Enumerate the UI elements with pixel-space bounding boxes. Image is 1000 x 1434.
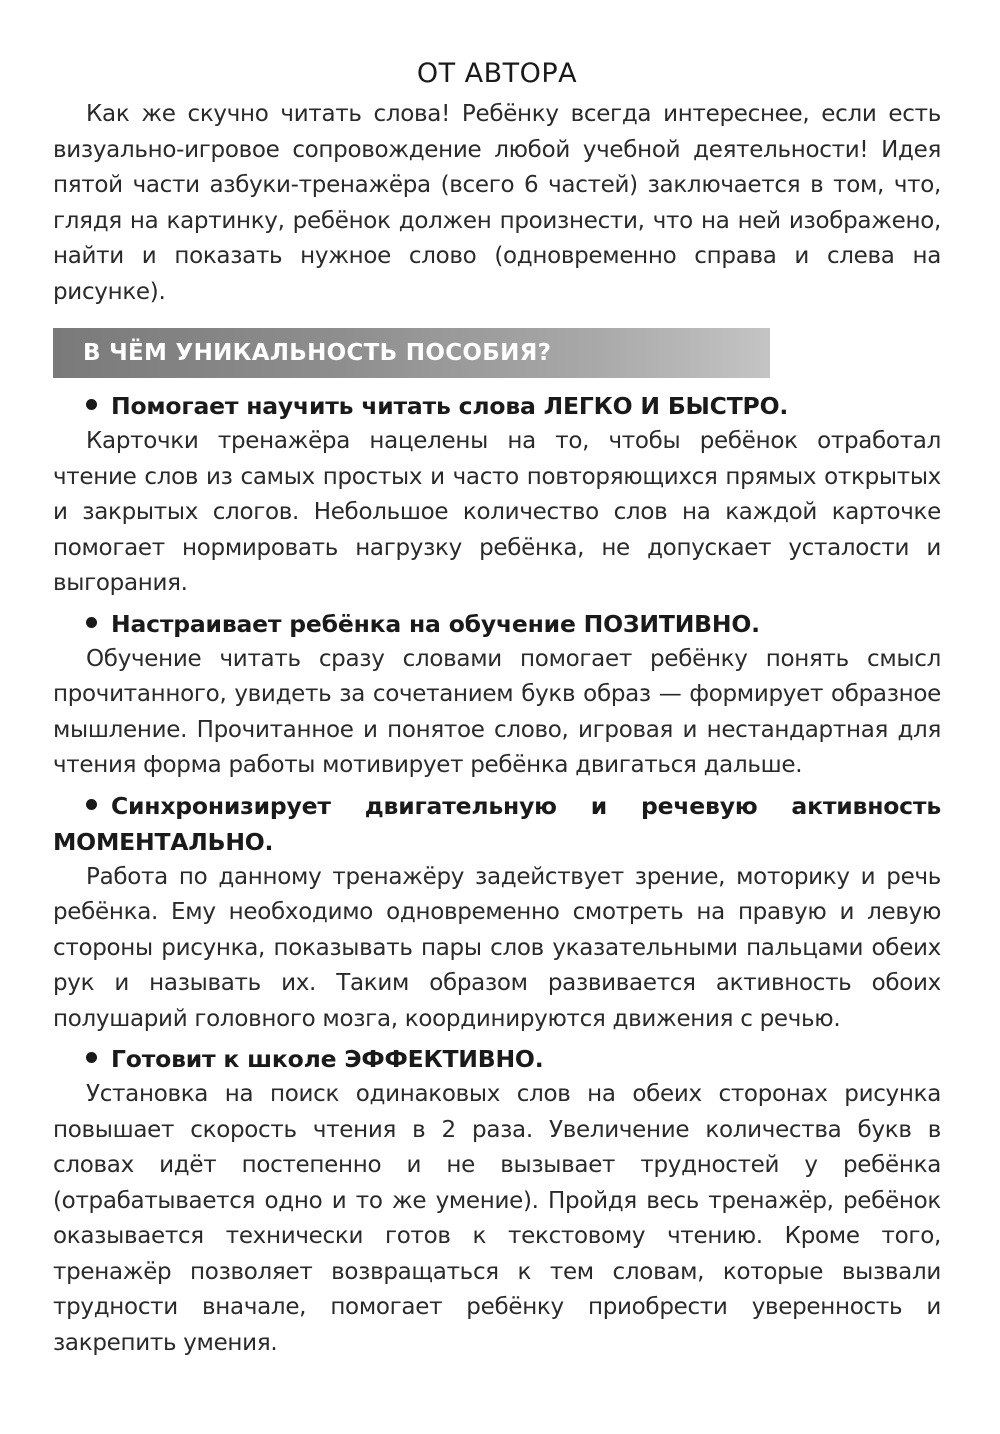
bullet-icon [86, 799, 97, 810]
bullet-icon [86, 1052, 97, 1063]
bullet-heading-text: Готовит к школе ЭФФЕКТИВНО. [111, 1045, 544, 1073]
bullet-icon [86, 617, 97, 628]
section-banner: В ЧЁМ УНИКАЛЬНОСТЬ ПОСОБИЯ? [53, 328, 770, 378]
page-title: ОТ АВТОРА [416, 58, 578, 89]
bullet-heading-3 [53, 788, 941, 860]
bullet-body-3: Работа по данному тренажёру задействует зрение, моторику и речь ребёнка. Ему необходимо одновременно смотреть на правую и левую стороны рисунка, показывать пары слов указательными пальцами обеих рук и называть их. Таким образом развивается активность обоих полушарий головного мозга, координируются движения с речью. [53, 863, 941, 1032]
bullet-heading-4 [53, 1041, 941, 1077]
bullet-body-1: Карточки тренажёра нацелены на то, чтобы ребёнок отработал чтение слов из самых простых и часто повторяющихся прямых открытых и закрытых слогов. Небольшое количество слов на каждой карточке помогает нормировать нагрузку ребёнка, не допускает усталости и выгорания. [53, 428, 941, 596]
bullet-heading-2 [53, 606, 941, 642]
bullet-body-4: Установка на поиск одинаковых слов на обеих сторонах рисунка повышает скорость чтения в 2 раза. Увеличение количества букв в словах идёт постепенно и не вызывает трудностей у ребёнка (отрабатывается одно и то же умение). Пройдя весь тренажёр, ребёнок оказывается технически готов к текстовому чтению. Кроме того, тренажёр позволяет возвращаться к тем словам, которые вызвали трудности вначале, помогает ребёнку приобрести уверенность и закрепить умения. [53, 1081, 941, 1356]
bullet-heading-text: Синхронизирует двигательную и речевую активность МОМЕНТАЛЬНО. [53, 791, 941, 856]
intro-paragraph: Как же скучно читать слова! Ребёнку всегда интереснее, если есть визуально-игровое сопровождение любой учебной деятельности! Идея пятой части азбуки-тренажёра (всего 6 частей) заключается в том, что, глядя на картинку, ребёнок должен произнести, что на ней изображено, найти и показать нужное слово (одновременно справа и слева на рисунке). [53, 101, 941, 305]
bullet-heading-text: Помогает научить читать слова ЛЕГКО И БЫСТРО. [111, 392, 789, 420]
bullet-body-2: Обучение читать сразу словами помогает ребёнку понять смысл прочитанного, увидеть за сочетанием букв образ — формирует образное мышление. Прочитанное и понятое слово, игровая и нестандартная для чтения форма работы мотивирует ребёнка двигаться дальше. [53, 645, 941, 778]
bullet-icon [86, 399, 97, 410]
page-content [53, 58, 941, 1361]
bullet-heading-1 [53, 388, 941, 424]
bullet-heading-text: Настраивает ребёнка на обучение ПОЗИТИВНО. [111, 609, 760, 638]
